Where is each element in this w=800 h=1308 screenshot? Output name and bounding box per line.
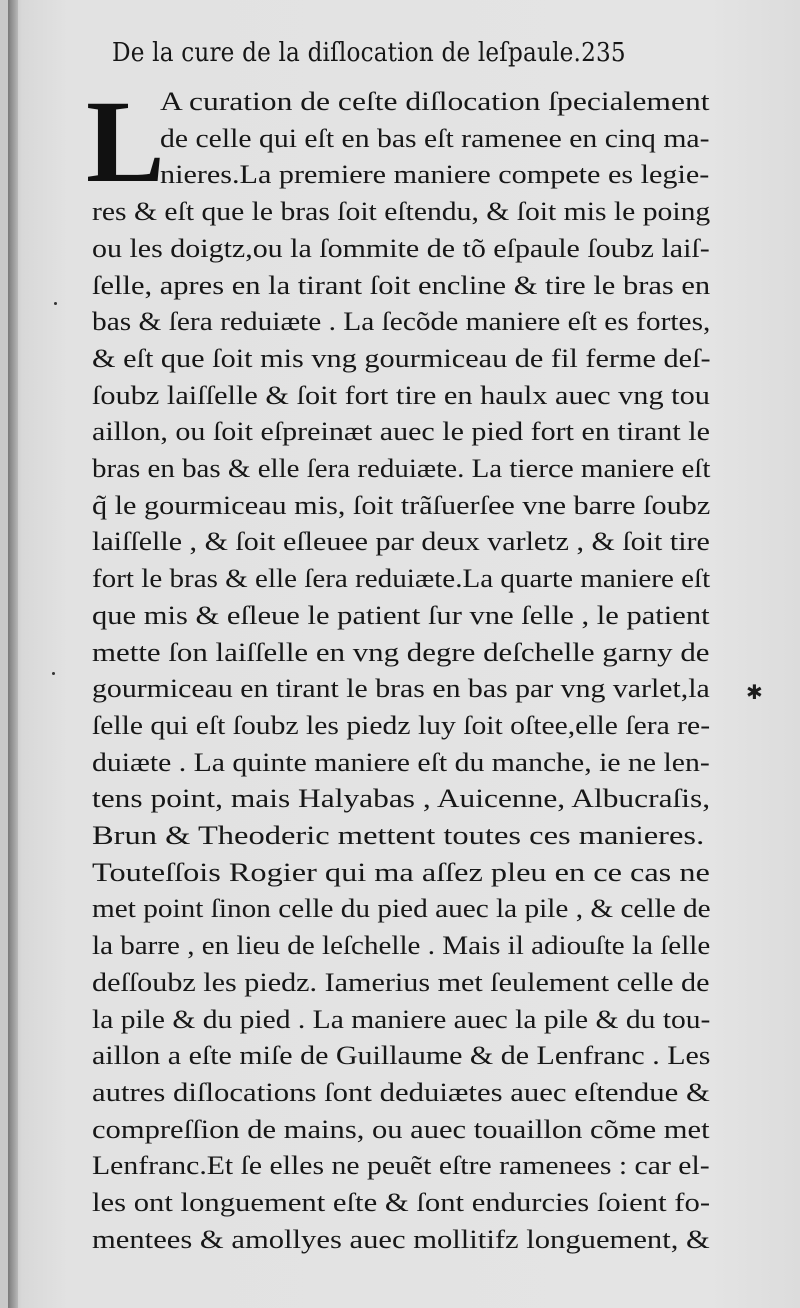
text-line: aillon a eſte miſe de Guillaume & de Lenfranc . Les <box>92 1041 711 1071</box>
book-page <box>8 0 800 1308</box>
running-head: De la cure de la diſlocation de leſpaule.235 <box>112 38 626 68</box>
text-line: aillon, ou ſoit eſpreinӕt auec le pied fort en tirant le <box>92 417 710 447</box>
text-line: de celle qui eſt en bas eſt ramenee en cinq ma- <box>160 123 710 153</box>
text-line: la barre , en lieu de leſchelle . Mais il adiouſte la ſelle <box>92 931 711 961</box>
text-line: autres diſlocations ſont deduiӕtes auec eſtendue & <box>92 1077 710 1107</box>
text-line: ou les doigtz,ou la ſommite de tõ eſpaule ſoubz laiſ- <box>92 233 710 263</box>
margin-asterisk-mark: ✱ <box>746 680 763 704</box>
text-line: compreſſion de mains, ou auec touaillon cõme met <box>92 1114 710 1144</box>
text-line: les ont longuement eſte & ſont endurcies ſoient fo- <box>92 1188 711 1217</box>
text-line: fort le bras & elle ſera reduiӕte.La quarte maniere eſt <box>92 564 711 594</box>
text-line: ſelle qui eſt ſoubz les piedz luy ſoit oſtee,elle ſera re- <box>92 710 711 740</box>
text-line: que mis & eſleue le patient ſur vne ſelle , le patient <box>92 600 710 630</box>
text-line: nieres.La premiere maniere compete es legie- <box>160 160 710 190</box>
text-line: q̃ le gourmiceau mis, ſoit trãſuerſee vne barre ſoubz <box>92 490 711 520</box>
text-line: la pile & du pied . La maniere auec la pile & du tou- <box>92 1004 711 1034</box>
page-gutter <box>8 0 18 1308</box>
drop-cap: L <box>86 76 165 207</box>
text-line: mentees & amollyes auec mollitifz longuement, & <box>92 1224 710 1254</box>
text-line: ſoubz laiſſelle & ſoit fort tire en haulx auec vng tou <box>92 380 710 410</box>
text-line: deſſoubz les piedz. Iamerius met ſeulement celle de <box>92 967 710 997</box>
text-line: res & eſt que le bras ſoit eſtendu, & ſoit mis le poing <box>92 197 711 227</box>
text-line: met point ſinon celle du pied auec la pile , & celle de <box>92 894 711 924</box>
text-line: Lenfranc.Et ſe elles ne peuẽt eſtre ramenees : car el- <box>92 1151 710 1181</box>
ink-speck <box>54 302 57 305</box>
text-line: tens point, mais Halyabas , Auicenne, Albucraſis, <box>92 784 711 814</box>
text-line: & eſt que ſoit mis vng gourmiceau de fil ferme deſ- <box>92 343 711 373</box>
text-line: laiſſelle , & ſoit eſleuee par deux varletz , & ſoit tire <box>92 527 710 557</box>
text-line: Brun & Theoderic mettent toutes ces manieres. <box>92 821 705 850</box>
text-line: duiӕte . La quinte maniere eſt du manche, ie ne len- <box>92 747 710 777</box>
text-line: gourmiceau en tirant le bras en bas par vng varlet,la <box>92 674 710 704</box>
text-line: bras en bas & elle ſera reduiӕte. La tierce maniere eſt <box>92 454 711 483</box>
text-line: bas & ſera reduiӕte . La ſecõde maniere eſt es fortes, <box>92 307 711 337</box>
text-line: Touteſſois Rogier qui ma aſſez pleu en ce cas ne <box>92 857 710 887</box>
text-line: A curation de ceſte diſlocation ſpecialement <box>160 87 710 116</box>
text-line: ſelle, apres en la tirant ſoit encline & tire le bras en <box>92 270 711 300</box>
ink-speck <box>52 672 55 675</box>
text-line: mette ſon laiſſelle en vng degre deſchelle garny de <box>92 637 710 667</box>
